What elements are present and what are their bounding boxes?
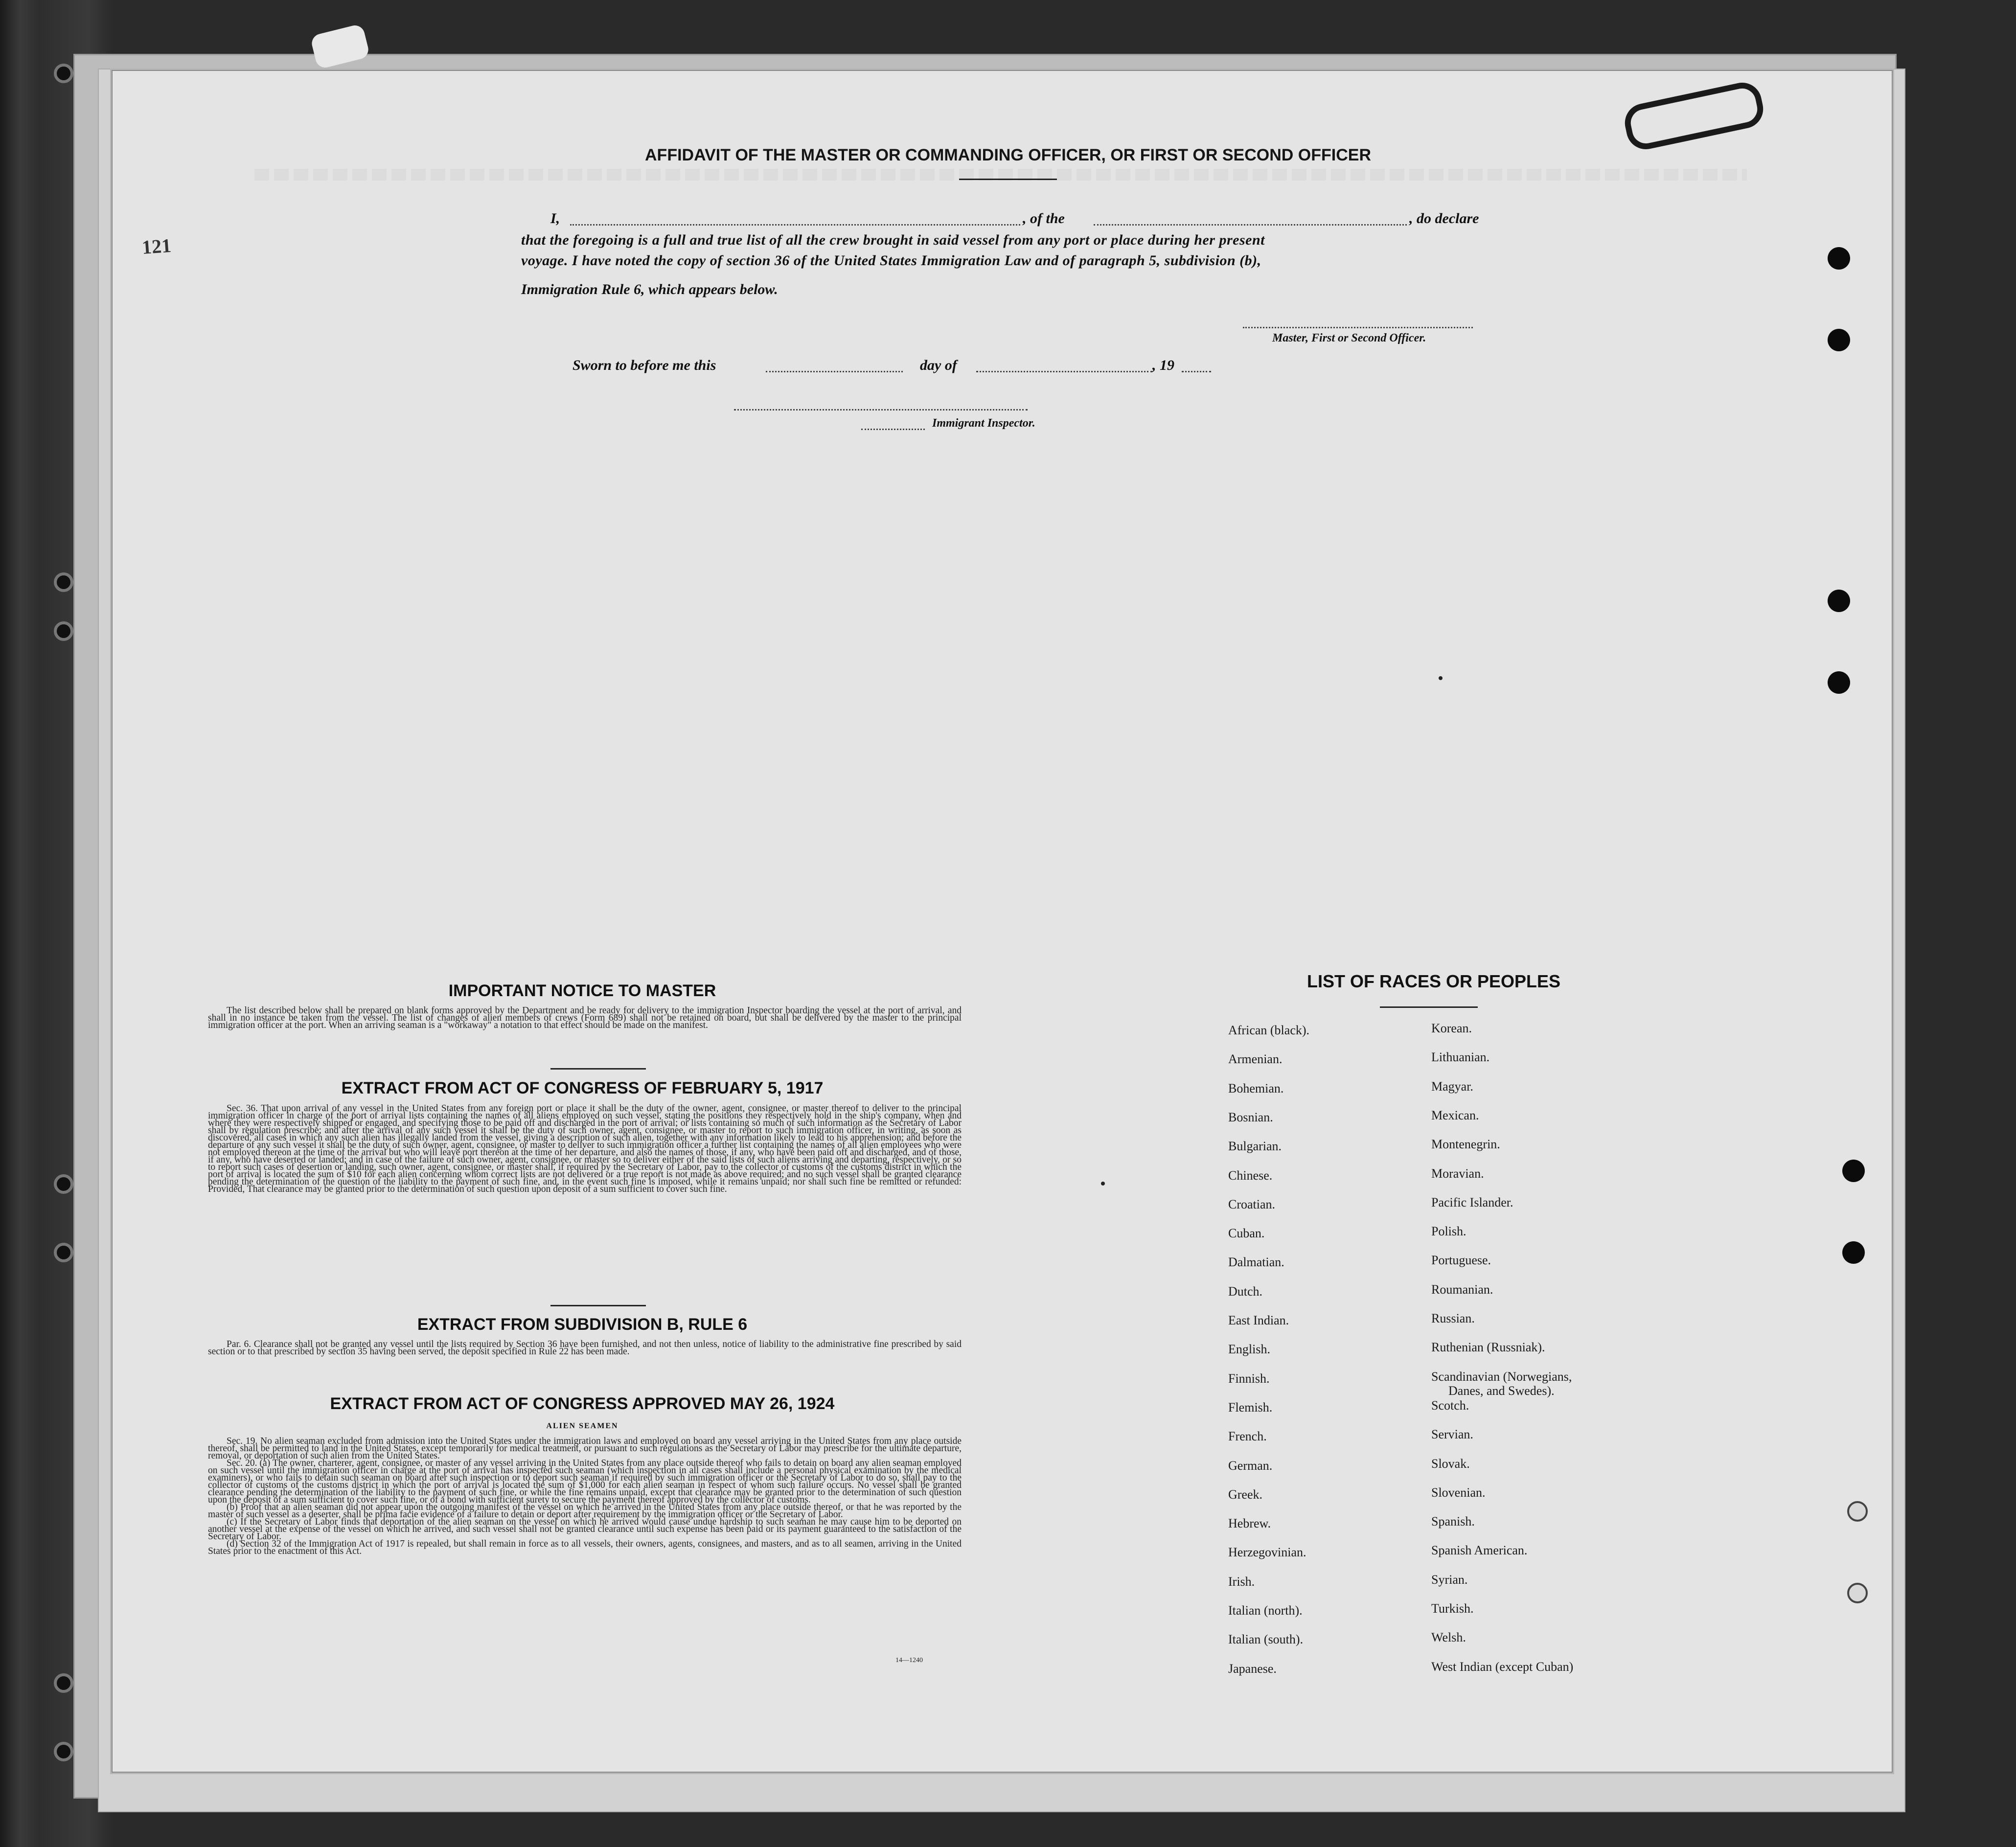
race-item: Scandinavian (Norwegians, xyxy=(1431,1369,1572,1384)
section-rule xyxy=(550,1305,646,1306)
binder-hole xyxy=(54,64,73,83)
notice-text xyxy=(208,1007,962,1029)
race-item: Chinese. xyxy=(1228,1168,1273,1183)
race-item: Russian. xyxy=(1431,1311,1475,1325)
day-of-label: day of xyxy=(920,357,957,373)
punch-hole xyxy=(1842,1241,1865,1264)
sec-20d-paragraph: (d) Section 32 of the Immigration Act of 1917 is repealed, but shall remain in force as to all vessels, their owners, agents, consignees, and masters, and as to all seamen, arriving in the United States prior to the enactment of this Act. xyxy=(208,1539,962,1556)
race-item: Spanish. xyxy=(1431,1514,1475,1529)
punch-hole xyxy=(1828,247,1850,270)
sec-20a-paragraph: Sec. 20. (a) The owner, charterer, agent, consignee, or master of any vessel arriving in the United States from any place outside thereof who fails to detain on board any alien seaman employed on such vessel until the immigration officer in charge at the port of arrival has inspected such seaman (which inspection in all cases shall include a personal physical examination by the medical examiners), or who fails to detain such seaman on board after such inspection or to deport such seaman if required by such immigration officer or the Secretary of Labor to do so, shall pay to the collector of customs of the customs district in which the port of arrival is located the sum of $1,000 for each alien seaman in respect of whom such failure occurs. No vessel shall be granted clearance pending the determination of the liability to the payment of such fine, or while the fine remains unpaid, except that clearance may be granted prior to the determination of such question upon the deposit of a sum sufficient to cover such fine, or of a bond with sufficient surety to secure the payment thereof approved by the collector of customs. xyxy=(208,1458,962,1505)
race-item: Japanese. xyxy=(1228,1661,1277,1676)
race-item: Scotch. xyxy=(1431,1398,1469,1413)
statement-line-2: voyage. I have noted the copy of section 36 of the United States Immigration Law and of paragraph 5, subdivision (b), xyxy=(521,252,1261,269)
section-rule xyxy=(550,1068,646,1070)
race-item: Polish. xyxy=(1431,1224,1466,1239)
extract-1917-text xyxy=(208,1105,962,1193)
race-item: Portuguese. xyxy=(1431,1253,1491,1268)
race-item: Cuban. xyxy=(1228,1226,1265,1241)
race-item: Spanish American. xyxy=(1431,1543,1528,1558)
signature-label: Master, First or Second Officer. xyxy=(1272,332,1426,344)
binder-hole xyxy=(54,1742,73,1761)
race-item: Roumanian. xyxy=(1431,1282,1493,1297)
race-item: Dalmatian. xyxy=(1228,1255,1284,1270)
form-number: 14—1240 xyxy=(895,1657,923,1664)
extract-rule6-text xyxy=(208,1341,962,1355)
name-blank[interactable] xyxy=(570,224,1020,226)
race-item: Bosnian. xyxy=(1228,1110,1273,1124)
declare-label: , do declare xyxy=(1409,210,1479,227)
extract-1917-title: EXTRACT FROM ACT OF CONGRESS OF FEBRUARY 5, 1917 xyxy=(341,1079,824,1097)
binder-hole xyxy=(54,572,73,592)
notice-paragraph: The list described below shall be prepared on blank forms approved by the Department and be ready for delivery to the immigration Inspector boarding the vessel at the port of arrival, and shall in no instance be taken from the vessel. The list of changes of alien members of crews (Form 689) shall not be retained on board, but shall be delivered by the master to the principal immigration officer at the port. When an arriving seaman is a "workaway" a notation to that effect should be made on the manifest. xyxy=(208,1005,962,1030)
sworn-year-blank[interactable] xyxy=(1182,371,1211,372)
statement-line-3: Immigration Rule 6, which appears below. xyxy=(521,281,778,297)
i-label: I, xyxy=(550,210,560,227)
races-title: LIST OF RACES OR PEOPLES xyxy=(1306,971,1561,991)
race-item: Greek. xyxy=(1228,1487,1263,1502)
race-item: Finnish. xyxy=(1228,1371,1270,1386)
race-item: Herzegovinian. xyxy=(1228,1545,1306,1560)
race-item: English. xyxy=(1228,1342,1270,1357)
punch-hole xyxy=(1842,1160,1865,1182)
binder-hole xyxy=(54,1243,73,1262)
race-item: Dutch. xyxy=(1228,1284,1263,1299)
race-item: Danes, and Swedes). xyxy=(1448,1383,1555,1398)
race-item: Servian. xyxy=(1431,1427,1473,1442)
margin-mark: 121 xyxy=(141,234,172,259)
speck xyxy=(1101,1182,1105,1186)
race-item: Mexican. xyxy=(1431,1108,1479,1122)
year-label: , 19 xyxy=(1152,357,1174,373)
of-the-label: , of the xyxy=(1023,210,1065,227)
title-rule xyxy=(959,179,1057,180)
sec-20b-paragraph: (b) Proof that an alien seaman did not appear upon the outgoing manifest of the vessel on which he arrived in the United States from any place outside thereof, or that he was reported by the master of such vessel as a deserter, shall be prima facie evidence of a failure to detain or deport after requirement by the immigration officer or the Secretary of Labor. xyxy=(208,1502,962,1520)
extract-rule6-title: EXTRACT FROM SUBDIVISION B, RULE 6 xyxy=(417,1315,748,1334)
sworn-day-blank[interactable] xyxy=(766,371,903,372)
race-item: Hebrew. xyxy=(1228,1516,1271,1531)
punch-hole xyxy=(1828,671,1850,694)
sworn-month-blank[interactable] xyxy=(976,371,1152,372)
punch-hole xyxy=(1828,329,1850,351)
race-item: Flemish. xyxy=(1228,1400,1273,1414)
race-item: African (black). xyxy=(1228,1023,1310,1037)
race-item: German. xyxy=(1228,1458,1273,1473)
statement-line-1: that the foregoing is a full and true list of all the crew brought in said vessel from any port or place during her present xyxy=(521,232,1265,248)
punch-hole xyxy=(1828,590,1850,612)
race-item: Italian (north). xyxy=(1228,1603,1303,1618)
binder-hole xyxy=(54,1673,73,1693)
inspector-port-blank[interactable] xyxy=(861,429,925,430)
punch-hole-open xyxy=(1847,1583,1868,1603)
sec-19-paragraph: Sec. 19. No alien seaman excluded from admission into the United States under the immigration laws and employed on board any vessel arriving in the United States from any place outside thereof, shall be permitted to land in the United States, except temporarily for medical treatment, or pursuant to such regulations as the Secretary of Labor may prescribe for the ultimate departure, removal, or deportation of such alien from the United States. xyxy=(208,1436,962,1461)
race-item: Lithuanian. xyxy=(1431,1050,1490,1065)
race-item: Montenegrin. xyxy=(1431,1137,1500,1152)
race-item: French. xyxy=(1228,1429,1267,1444)
extract-1924-text xyxy=(208,1437,962,1555)
extract-rule6-paragraph: Par. 6. Clearance shall not be granted any vessel until the lists required by Section 36 have been furnished, and not then unless, notice of liability to the administrative fine prescribed by said section or to that prescribed by section 35 having been served, the deposit specified in Rule 22 has been made. xyxy=(208,1339,962,1357)
race-item: Slovenian. xyxy=(1431,1485,1486,1500)
notice-title: IMPORTANT NOTICE TO MASTER xyxy=(448,981,716,1000)
signature-blank[interactable] xyxy=(1243,327,1473,328)
inspector-label: Immigrant Inspector. xyxy=(932,417,1035,430)
race-item: Irish. xyxy=(1228,1574,1255,1589)
race-item: Italian (south). xyxy=(1228,1632,1304,1647)
sworn-label: Sworn to before me this xyxy=(573,357,716,373)
race-item: Moravian. xyxy=(1431,1166,1484,1181)
race-item: Pacific Islander. xyxy=(1431,1195,1513,1209)
vessel-blank[interactable] xyxy=(1094,224,1407,226)
race-item: Korean. xyxy=(1431,1021,1472,1035)
race-item: Magyar. xyxy=(1431,1079,1473,1094)
race-item: Slovak. xyxy=(1431,1456,1470,1471)
race-item: Ruthenian (Russniak). xyxy=(1431,1340,1545,1355)
race-item: Bohemian. xyxy=(1228,1081,1284,1095)
race-item: West Indian (except Cuban) xyxy=(1431,1659,1574,1674)
extract-1917-paragraph: Sec. 36. That upon arrival of any vessel in the United States from any foreign port or place it shall be the duty of the owner, agent, consignee, or master thereof to deliver to the principal immigration officer in charge of the port of arrival lists containing the names of all aliens employed on such vessel, stating the positions they respectively hold in the ship's company, when and where they were respectively shipped or engaged, and specifying those to be paid off and discharged in the port of arrival; or lists containing so much of such information as the Secretary of Labor shall by regulation prescribe; and after the arrival of any such vessel it shall be the duty of such owner, agent, consignee, or master to report to such immigration officer, in writing, as soon as discovered, all cases in which any such alien has illegally landed from the vessel, giving a description of such alien, together with any information likely to lead to his apprehension; and before the departure of any such vessel it shall be the duty of such owner, agent, consignee, or master to deliver to such immigration officer a further list containing the names of all alien employees who were not employed thereon at the time of the arrival but who will leave port thereon at the time of her departure, and also the names of those, if any, who have been paid off and discharged, and of those, if any, who have deserted or landed; and in case of the failure of such owner, agent, consignee, or master so to deliver either of the said lists of such aliens arriving and departing, respectively, or so to report such cases of desertion or landing, such owner, agent, consignee, or master shall, if required by the Secretary of Labor, pay to the collector of customs of the customs district in which the port of arrival is located the sum of $10 for each alien concerning whom correct lists are not delivered or a true report is not made as above required; and no such vessel shall be granted clearance pending the determination of the question of the liability to the payment of such fine, and, in the event such fine is imposed, while it remains unpaid; nor shall such fine be remitted or refunded: Provided, That clearance may be granted prior to the determination of such question upon deposit of a sum sufficient to cover such fine. xyxy=(208,1103,962,1194)
inspector-signature-blank[interactable] xyxy=(734,409,1028,410)
races-rule xyxy=(1380,1006,1478,1008)
race-item: Armenian. xyxy=(1228,1052,1283,1067)
sec-20c-paragraph: (c) If the Secretary of Labor finds that deportation of the alien seaman on the vessel on which he arrived would cause undue hardship to such seaman he may cause him to be deported on another vessel at the expense of the vessel on which he arrived, and such vessel shall not be granted clearance until such expense has been paid or its payment guaranteed to the satisfaction of the Secretary of Labor. xyxy=(208,1517,962,1542)
race-item: Croatian. xyxy=(1228,1197,1276,1211)
race-item: Turkish. xyxy=(1431,1601,1474,1616)
speck xyxy=(1439,676,1443,680)
punch-hole-open xyxy=(1847,1501,1868,1522)
race-item: Syrian. xyxy=(1431,1572,1468,1587)
extract-1924-title: EXTRACT FROM ACT OF CONGRESS APPROVED MAY 26, 1924 xyxy=(330,1394,835,1413)
extract-1924-subtitle: ALIEN SEAMEN xyxy=(546,1422,619,1430)
race-item: East Indian. xyxy=(1228,1313,1289,1327)
race-item: Welsh. xyxy=(1431,1630,1466,1645)
affidavit-title: AFFIDAVIT OF THE MASTER OR COMMANDING OFFICER, OR FIRST OR SECOND OFFICER xyxy=(645,146,1371,164)
race-item: Bulgarian. xyxy=(1228,1139,1282,1154)
binder-hole xyxy=(54,621,73,641)
binder-hole xyxy=(54,1174,73,1194)
